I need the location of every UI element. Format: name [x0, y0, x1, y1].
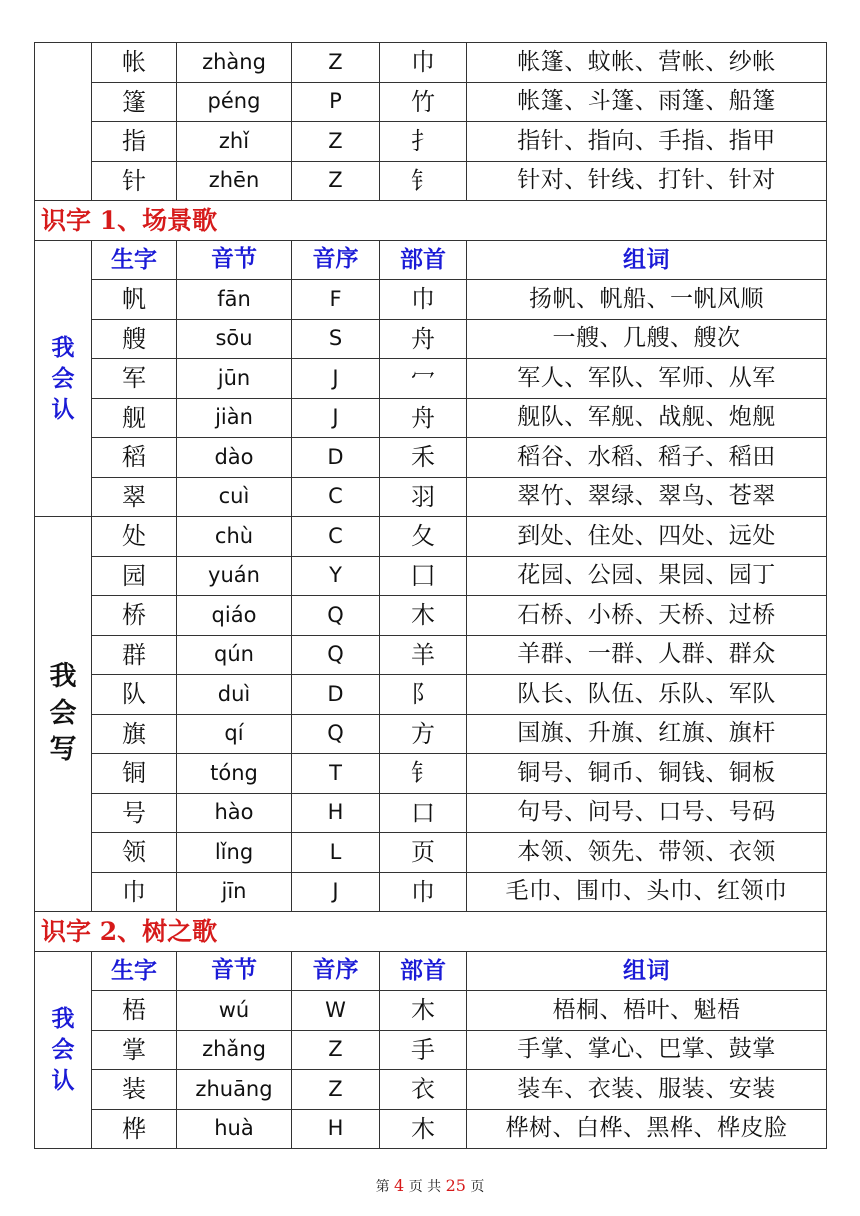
cell-radical: 钅	[380, 754, 467, 794]
cell-order: Z	[292, 1070, 380, 1110]
table-row	[35, 517, 827, 557]
cell-pinyin: tóng	[177, 754, 292, 794]
group-label-continued	[35, 43, 92, 201]
cell-words: 梧桐、梧叶、魁梧	[467, 991, 827, 1031]
group-label-write	[35, 517, 92, 912]
footer-prefix: 第	[375, 1179, 390, 1195]
cell-char: 桦	[92, 1109, 177, 1149]
table-row	[35, 398, 827, 438]
group-label-recognize-char: 认	[51, 395, 75, 423]
cell-pinyin: duì	[177, 675, 292, 715]
cell-words: 指针、指向、手指、指甲	[467, 122, 827, 162]
cell-order: H	[292, 793, 380, 833]
cell-words: 到处、住处、四处、远处	[467, 517, 827, 557]
table-row	[35, 1070, 827, 1110]
cell-radical: 方	[380, 714, 467, 754]
group-label-write-char: 我	[49, 661, 77, 693]
cell-radical: 阝	[380, 675, 467, 715]
cell-words: 稻谷、水稻、稻子、稻田	[467, 438, 827, 478]
column-header-row	[35, 240, 827, 280]
cell-pinyin: cuì	[177, 477, 292, 517]
table-row	[35, 635, 827, 675]
cell-pinyin: chù	[177, 517, 292, 557]
cell-char: 园	[92, 556, 177, 596]
cell-order: L	[292, 833, 380, 873]
cell-radical: 羽	[380, 477, 467, 517]
cell-order: W	[292, 991, 380, 1031]
group-label-write-char: 写	[49, 734, 77, 766]
cell-pinyin: dào	[177, 438, 292, 478]
cell-order: J	[292, 359, 380, 399]
cell-char: 舰	[92, 398, 177, 438]
column-header-row	[35, 951, 827, 991]
vocab-sheet	[34, 42, 826, 1149]
cell-order: Z	[292, 43, 380, 83]
cell-pinyin: qiáo	[177, 596, 292, 636]
table-row	[35, 122, 827, 162]
cell-char: 号	[92, 793, 177, 833]
cell-radical: 口	[380, 793, 467, 833]
cell-words: 翠竹、翠绿、翠鸟、苍翠	[467, 477, 827, 517]
cell-order: T	[292, 754, 380, 794]
cell-pinyin: zhàng	[177, 43, 292, 83]
cell-words: 装车、衣装、服装、安装	[467, 1070, 827, 1110]
cell-radical: 巾	[380, 872, 467, 912]
cell-pinyin: qí	[177, 714, 292, 754]
cell-words: 舰队、军舰、战舰、炮舰	[467, 398, 827, 438]
cell-words: 石桥、小桥、天桥、过桥	[467, 596, 827, 636]
column-header-char: 生字	[92, 951, 177, 991]
cell-words: 针对、针线、打针、针对	[467, 161, 827, 201]
cell-pinyin: lǐng	[177, 833, 292, 873]
current-page-number: 4	[394, 1176, 405, 1195]
cell-radical: 舟	[380, 319, 467, 359]
cell-pinyin: zhǐ	[177, 122, 292, 162]
cell-char: 装	[92, 1070, 177, 1110]
cell-char: 针	[92, 161, 177, 201]
cell-char: 旗	[92, 714, 177, 754]
table-row	[35, 359, 827, 399]
cell-radical: 手	[380, 1030, 467, 1070]
column-header-radical: 部首	[380, 951, 467, 991]
cell-radical: 衣	[380, 1070, 467, 1110]
column-header-words: 组词	[467, 240, 827, 280]
cell-radical: 竹	[380, 82, 467, 122]
cell-order: J	[292, 872, 380, 912]
section-1-title-row	[35, 201, 827, 241]
table-row	[35, 991, 827, 1031]
group-label-recognize	[35, 951, 92, 1149]
cell-radical: 扌	[380, 122, 467, 162]
cell-words: 羊群、一群、人群、群众	[467, 635, 827, 675]
cell-order: Q	[292, 635, 380, 675]
group-label-recognize-char: 我	[51, 333, 75, 361]
cell-radical: 钅	[380, 161, 467, 201]
cell-order: Q	[292, 714, 380, 754]
cell-radical: 木	[380, 991, 467, 1031]
group-label-recognize-char: 认	[51, 1067, 75, 1095]
cell-words: 本领、领先、带领、衣领	[467, 833, 827, 873]
cell-radical: 页	[380, 833, 467, 873]
cell-pinyin: jīn	[177, 872, 292, 912]
cell-pinyin: fān	[177, 280, 292, 320]
table-row	[35, 1030, 827, 1070]
column-header-order: 音序	[292, 240, 380, 280]
table-row	[35, 82, 827, 122]
column-header-radical: 部首	[380, 240, 467, 280]
cell-radical: 巾	[380, 43, 467, 83]
cell-words: 国旗、升旗、红旗、旗杆	[467, 714, 827, 754]
column-header-pinyin: 音节	[177, 951, 292, 991]
cell-words: 手掌、掌心、巴掌、鼓掌	[467, 1030, 827, 1070]
cell-pinyin: zhǎng	[177, 1030, 292, 1070]
column-header-order: 音序	[292, 951, 380, 991]
table-row	[35, 477, 827, 517]
cell-order: S	[292, 319, 380, 359]
total-page-count: 25	[445, 1176, 466, 1195]
group-label-recognize-char: 我	[51, 1005, 75, 1033]
cell-words: 花园、公园、果园、园丁	[467, 556, 827, 596]
vocab-table	[34, 42, 827, 1149]
page-footer	[0, 1176, 860, 1196]
cell-radical: 巾	[380, 280, 467, 320]
cell-order: Z	[292, 1030, 380, 1070]
cell-char: 铜	[92, 754, 177, 794]
table-row	[35, 793, 827, 833]
cell-radical: 木	[380, 1109, 467, 1149]
cell-char: 帐	[92, 43, 177, 83]
section-title: 识字 1、场景歌	[35, 201, 827, 241]
cell-order: J	[292, 398, 380, 438]
cell-radical: 夂	[380, 517, 467, 557]
table-row	[35, 438, 827, 478]
cell-words: 队长、队伍、乐队、军队	[467, 675, 827, 715]
cell-radical: 羊	[380, 635, 467, 675]
column-header-words: 组词	[467, 951, 827, 991]
group-label-recognize-char: 会	[51, 1036, 75, 1064]
cell-pinyin: hào	[177, 793, 292, 833]
cell-char: 巾	[92, 872, 177, 912]
table-row	[35, 714, 827, 754]
cell-radical: 舟	[380, 398, 467, 438]
cell-radical: 囗	[380, 556, 467, 596]
cell-order: C	[292, 477, 380, 517]
cell-pinyin: jūn	[177, 359, 292, 399]
table-row	[35, 872, 827, 912]
cell-pinyin: qún	[177, 635, 292, 675]
column-header-pinyin: 音节	[177, 240, 292, 280]
table-row	[35, 596, 827, 636]
cell-pinyin: huà	[177, 1109, 292, 1149]
cell-order: C	[292, 517, 380, 557]
cell-char: 帆	[92, 280, 177, 320]
vocab-table-body	[35, 43, 827, 1149]
cell-order: Y	[292, 556, 380, 596]
table-row	[35, 556, 827, 596]
cell-order: H	[292, 1109, 380, 1149]
table-row	[35, 675, 827, 715]
cell-pinyin: zhēn	[177, 161, 292, 201]
cell-order: Q	[292, 596, 380, 636]
cell-order: Z	[292, 122, 380, 162]
footer-mid: 页 共	[408, 1179, 442, 1195]
cell-char: 翠	[92, 477, 177, 517]
cell-radical: 冖	[380, 359, 467, 399]
cell-char: 指	[92, 122, 177, 162]
cell-words: 一艘、几艘、艘次	[467, 319, 827, 359]
table-row	[35, 43, 827, 83]
section-2-title-row	[35, 912, 827, 952]
cell-char: 队	[92, 675, 177, 715]
cell-words: 军人、军队、军师、从军	[467, 359, 827, 399]
cell-words: 帐篷、斗篷、雨篷、船篷	[467, 82, 827, 122]
cell-pinyin: jiàn	[177, 398, 292, 438]
cell-char: 领	[92, 833, 177, 873]
group-label-write-char: 会	[49, 697, 77, 729]
table-row	[35, 1109, 827, 1149]
table-row	[35, 161, 827, 201]
cell-order: D	[292, 438, 380, 478]
table-row	[35, 319, 827, 359]
cell-order: P	[292, 82, 380, 122]
table-row	[35, 754, 827, 794]
cell-char: 篷	[92, 82, 177, 122]
cell-words: 铜号、铜币、铜钱、铜板	[467, 754, 827, 794]
cell-char: 军	[92, 359, 177, 399]
cell-words: 扬帆、帆船、一帆风顺	[467, 280, 827, 320]
cell-pinyin: yuán	[177, 556, 292, 596]
cell-char: 掌	[92, 1030, 177, 1070]
cell-pinyin: sōu	[177, 319, 292, 359]
cell-char: 处	[92, 517, 177, 557]
cell-order: F	[292, 280, 380, 320]
column-header-char: 生字	[92, 240, 177, 280]
table-row	[35, 280, 827, 320]
group-label-recognize	[35, 240, 92, 517]
cell-char: 艘	[92, 319, 177, 359]
cell-pinyin: wú	[177, 991, 292, 1031]
table-row	[35, 833, 827, 873]
section-title: 识字 2、树之歌	[35, 912, 827, 952]
group-label-recognize-char: 会	[51, 364, 75, 392]
cell-order: Z	[292, 161, 380, 201]
cell-char: 梧	[92, 991, 177, 1031]
cell-char: 桥	[92, 596, 177, 636]
cell-radical: 木	[380, 596, 467, 636]
cell-char: 群	[92, 635, 177, 675]
cell-pinyin: péng	[177, 82, 292, 122]
cell-words: 句号、问号、口号、号码	[467, 793, 827, 833]
cell-words: 毛巾、围巾、头巾、红领巾	[467, 872, 827, 912]
cell-radical: 禾	[380, 438, 467, 478]
cell-char: 稻	[92, 438, 177, 478]
cell-words: 帐篷、蚊帐、营帐、纱帐	[467, 43, 827, 83]
cell-pinyin: zhuāng	[177, 1070, 292, 1110]
cell-words: 桦树、白桦、黑桦、桦皮脸	[467, 1109, 827, 1149]
footer-suffix: 页	[470, 1179, 485, 1195]
cell-order: D	[292, 675, 380, 715]
